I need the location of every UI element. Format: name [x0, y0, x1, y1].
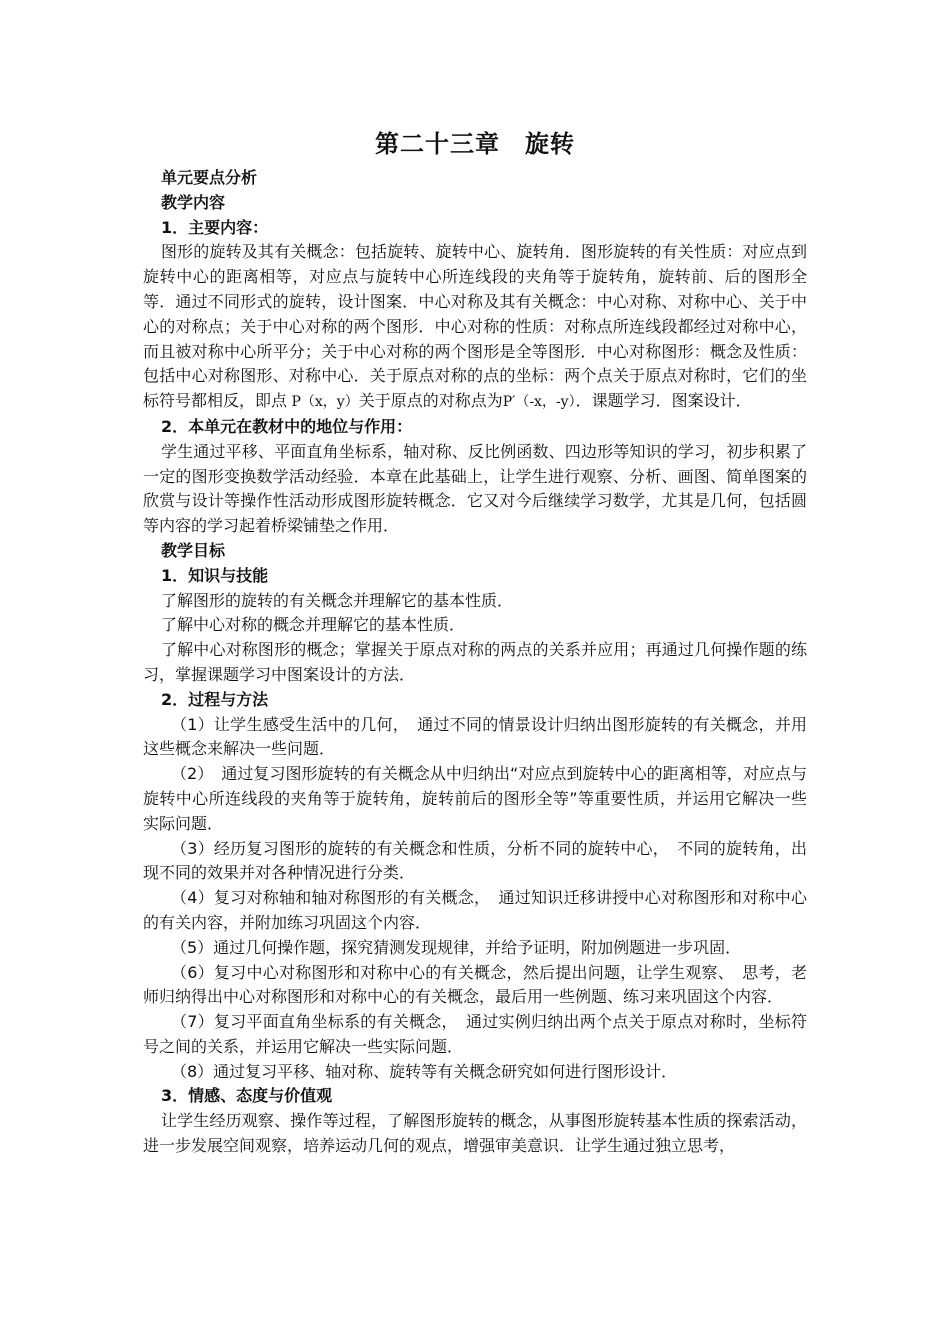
section-heading-unit-analysis: 单元要点分析 — [161, 168, 258, 187]
section-heading-goals: 教学目标 — [161, 540, 226, 560]
goal1-line: 了解中心对称的概念并理解它的基本性质． — [161, 615, 466, 635]
goal2-item: （8）通过复习平移、轴对称、旋转等有关概念研究如何进行图形设计． — [171, 1061, 678, 1081]
goal1-line: 了解图形的旋转的有关概念并理解它的基本性质． — [161, 590, 514, 610]
goal2-item: （1）让学生感受生活中的几何， 通过不同的情景设计归纳出图形旋转的有关概念，并用这些概念来解决一些问题． — [143, 714, 807, 759]
section-heading-teaching-content: 教学内容 — [161, 192, 226, 212]
point-p-prime: P′（-x，-y） — [502, 394, 576, 411]
item1-text-a: 图形的旋转及其有关概念：包括旋转、旋转中心、旋转角．图形旋转的有关性质：对应点到旋转中心的距离相等，对应点与旋转中心所连线段的夹角等于旋转角，旋转前、后的图形全等．通过不同形式的旋转，设计图案．中心对称及其有关概念：中心对称、对称中心、关于中心的对称点；关于中心对称的两个图形．中心对称的性质：对称点所连线段都经过对称中心，而且被对称中心所平分；关于中心对称的两个图形是全等图形．中心对称图形：概念及性质：包括中心对称图形、对称中心．关于原点对称的点的坐标：两个点关于原点对称时，它们的坐标符号都相反，即点 — [143, 242, 807, 411]
goal1-line: 了解中心对称图形的概念；掌握关于原点对称的两点的关系并应用；再通过几何操作题的练习，掌握课题学习中图案设计的方法． — [143, 640, 807, 684]
goal2-item: （7）复习平面直角坐标系的有关概念， 通过实例归纳出两个点关于原点对称时，坐标符号之间的关系，并运用它解决一些实际问题． — [143, 1012, 807, 1056]
document-body — [143, 166, 807, 1159]
item1-paragraph — [143, 240, 807, 415]
goal2-item: （2） 通过复习图形旋转的有关概念从中归纳出“对应点到旋转中心的距离相等，对应点与旋转中心所连线段的夹角等于旋转角，旋转前后的图形全等”等重要性质，并运用它解决一些实际问题． — [143, 764, 807, 833]
item2-heading: 2．本单元在教材中的地位与作用： — [161, 416, 413, 436]
item1-text-b: 关于原点的对称点为 — [358, 391, 503, 411]
point-p: P（x，y） — [287, 394, 359, 411]
goal1-heading: 1．知识与技能 — [161, 565, 269, 585]
goal2-item: （3）经历复习图形的旋转的有关概念和性质，分析不同的旋转中心， 不同的旋转角，出现不同的效果并对各种情况进行分类． — [143, 838, 807, 883]
chapter-title: 第二十三章 旋转 — [375, 130, 575, 158]
goal2-item: （4）复习对称轴和轴对称图形的有关概念， 通过知识迁移讲授中心对称图形和对称中心的有关内容，并附加练习巩固这个内容． — [143, 888, 807, 932]
goal2-heading: 2．过程与方法 — [161, 689, 269, 709]
goal3-paragraph: 让学生经历观察、操作等过程，了解图形旋转的概念，从事图形旋转基本性质的探索活动，进一步发展空间观察，培养运动几何的观点，增强审美意识．让学生通过独立思考， — [143, 1111, 807, 1156]
item1-text-c: ．课题学习．图案设计． — [575, 391, 752, 411]
goal2-item: （5）通过几何操作题，探究猜测发现规律，并给予证明，附加例题进一步巩固． — [171, 937, 742, 957]
goal3-heading: 3．情感、态度与价值观 — [161, 1086, 333, 1106]
goal2-item: （6）复习中心对称图形和对称中心的有关概念，然后提出问题，让学生观察、 思考，老师归纳得出中心对称图形和对称中心的有关概念，最后用一些例题、练习来巩固这个内容． — [143, 962, 807, 1007]
item2-paragraph: 学生通过平移、平面直角坐标系，轴对称、反比例函数、四边形等知识的学习，初步积累了一定的图形变换数学活动经验．本章在此基础上，让学生进行观察、分析、画图、简单图案的欣赏与设计等操作性活动形成图形旋转概念．它又对今后继续学习数学，尤其是几何，包括圆等内容的学习起着桥梁铺垫之作用． — [143, 441, 807, 536]
item1-heading: 1．主要内容： — [161, 217, 269, 237]
